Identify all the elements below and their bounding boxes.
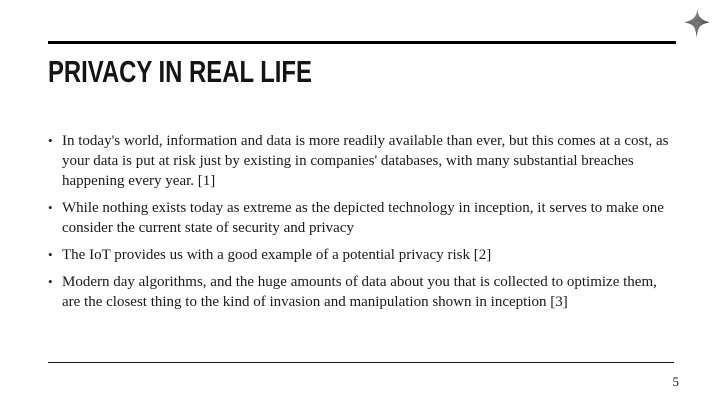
title-top-rule [48,41,676,44]
bullet-item [48,245,670,265]
bullet-text: In today's world, information and data is more readily available than ever, but this comes at a cost, as your data is put at risk just by existing in companies' databases, with many substantial breaches happening every year. [1] [62,133,669,189]
bullet-item [48,198,670,238]
bullet-text: The IoT provides us with a good example of a potential privacy risk [2] [62,247,492,263]
bullet-text: While nothing exists today as extreme as the depicted technology in inception, it serves to make one consider the current state of security and privacy [62,200,664,236]
bullet-text: Modern day algorithms, and the huge amounts of data about you that is collected to optimize them, are the closest thing to the kind of invasion and manipulation shown in inception [3] [62,274,657,310]
slide-title: PRIVACY IN REAL LIFE [48,54,312,89]
bullet-marker-icon: • [48,133,53,148]
footer-rule [48,362,674,363]
bullet-item [48,272,670,312]
page-number: 5 [672,374,679,389]
bullet-item [48,131,670,191]
bullet-marker-icon: • [48,247,53,262]
bullet-marker-icon: • [48,200,53,215]
bullet-marker-icon: • [48,274,53,289]
spinning-top-icon [683,8,711,38]
bullet-list [48,131,670,319]
